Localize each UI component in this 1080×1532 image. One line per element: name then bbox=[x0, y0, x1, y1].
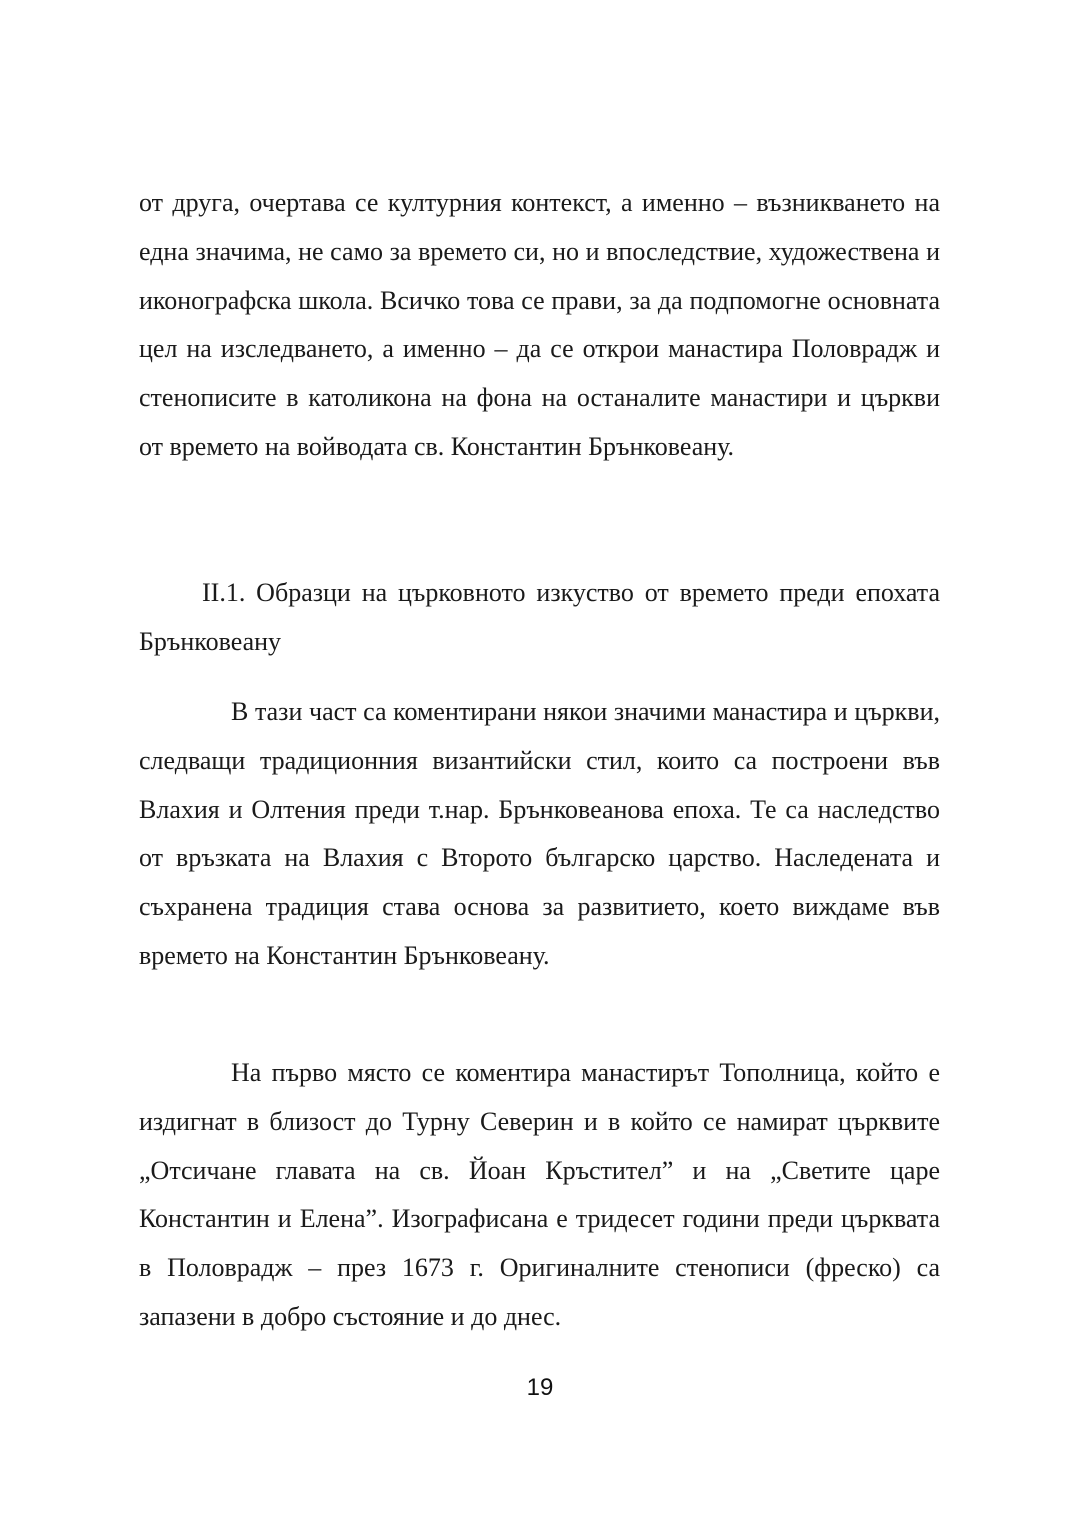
body-paragraph: В тази част са коментирани някои значими манастира и църкви, следващи традиционния византийски стил, които са построени във Влахия и Олтения преди т.нар. Брънковеанова епоха. Те са наследство от връзката на Влахия с Второто българско царство. Наследената и съхранена традиция става основа за развитието, което виждаме във времето на Константин Брънковеану. bbox=[139, 697, 940, 970]
section-heading: II.1. Образци на църковното изкуство от времето преди епохата Брънковеану bbox=[139, 578, 940, 656]
body-paragraph: от друга, очертава се културния контекст, а именно – възникването на една значима, не само за времето си, но и впоследствие, художествена и иконографска школа. Всичко това се прави, за да подпомогне основната цел на изследването, а именно – да се открои манастира Половрадж и стенописите в католикона на фона на останалите манастири и църкви от времето на войводата св. Константин Брънковеану. bbox=[139, 188, 940, 461]
body-paragraph: На първо място се коментира манастирът Тополница, който е издигнат в близост до Турну Северин и в който се намират църквите „Отсичане главата на св. Йоан Кръстител” и на „Светите царе Константин и Елена”. Изографисана е тридесет години преди църквата в Половрадж – през 1673 г. Оригиналните стенописи (фреско) са запазени в добро състояние и до днес. bbox=[139, 1058, 940, 1331]
page-number: 19 bbox=[526, 1374, 554, 1401]
